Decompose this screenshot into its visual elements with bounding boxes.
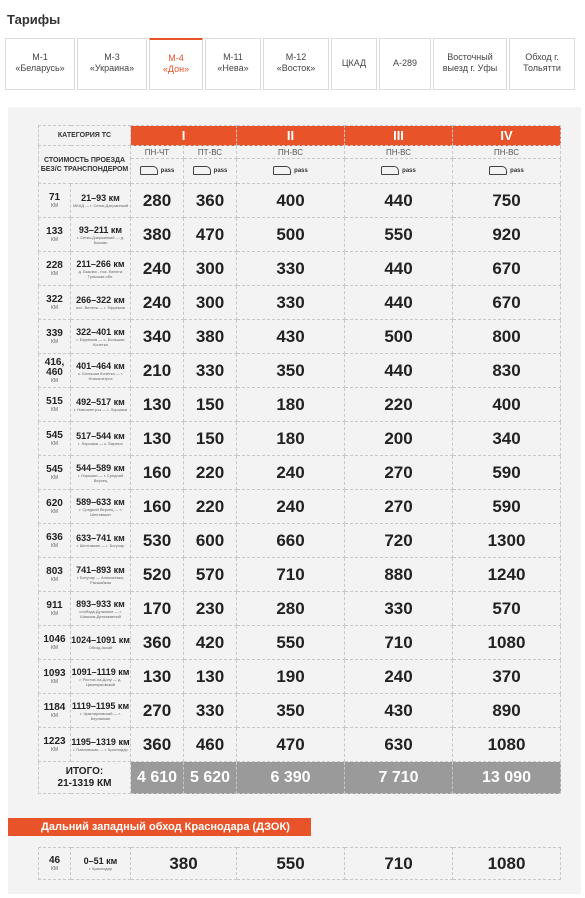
price-cell: 330 <box>184 694 237 728</box>
segment-desc: г. Лоршаки — г. Средний Верхец <box>77 472 124 483</box>
segment-cell <box>71 490 131 524</box>
total-value: 13 090 <box>453 762 561 794</box>
price-cell: 240 <box>131 252 184 286</box>
km-unit: КМ <box>50 304 59 311</box>
car-transponder-icon <box>193 166 228 175</box>
pass-text: pass <box>213 167 228 174</box>
tab-label-line2: выезд г. Уфы <box>442 63 498 73</box>
tab-label <box>15 52 64 74</box>
table-row <box>39 728 561 762</box>
tab-label-line1: Обход г. <box>525 52 559 62</box>
price-cell: 1080 <box>453 626 561 660</box>
price-cell: 270 <box>345 456 453 490</box>
km-value: 228 <box>46 259 63 271</box>
car-icon <box>489 166 507 175</box>
tariff-table <box>38 125 561 794</box>
table-row <box>39 592 561 626</box>
price-cell: 520 <box>131 558 184 592</box>
km-cell: 46 КМ <box>39 848 71 880</box>
price-cell: 550 <box>237 626 345 660</box>
table-row <box>39 218 561 252</box>
segment-cell <box>71 626 131 660</box>
km-cell <box>39 660 71 694</box>
price-cell: 710 <box>345 848 453 880</box>
total-label: ИТОГО: <box>65 765 104 777</box>
price-cell: 630 <box>345 728 453 762</box>
segment-desc: д. Быково - пос. Велегж Тульская обл. <box>78 268 123 279</box>
tab-2[interactable] <box>149 38 203 90</box>
km-value: 636 <box>46 531 63 543</box>
segment-range: 93–211 км <box>78 224 123 235</box>
segment-range: 1024–1091 км <box>71 635 130 645</box>
price-cell: 180 <box>237 388 345 422</box>
car-transponder-icon <box>489 166 524 175</box>
table-row <box>39 660 561 694</box>
price-cell: 150 <box>184 422 237 456</box>
price-cell: 130 <box>184 660 237 694</box>
segment-desc: г. Павловская — г. Краснодар <box>73 747 128 752</box>
total-value: 5 620 <box>184 762 237 794</box>
km-cell <box>39 694 71 728</box>
km-unit: КМ <box>50 712 59 719</box>
tab-4[interactable] <box>263 38 329 90</box>
car-icon <box>273 166 291 175</box>
car-transponder-icon <box>140 166 175 175</box>
price-cell: 800 <box>453 320 561 354</box>
price-cell: 550 <box>345 218 453 252</box>
price-cell: 380 <box>131 218 184 252</box>
km-value: 1046 <box>43 633 66 645</box>
price-cell: 200 <box>345 422 453 456</box>
segment-cell <box>71 558 131 592</box>
km-value: 133 <box>46 225 63 237</box>
page-title: Тарифы <box>7 12 61 27</box>
km-value: 803 <box>46 565 63 577</box>
tab-label <box>523 52 561 74</box>
segment-desc: г. Шелтавкин — г. Богучар <box>76 543 125 548</box>
tab-label <box>90 52 134 74</box>
price-cell: 590 <box>453 456 561 490</box>
tab-label <box>393 58 417 69</box>
km-value: 71 <box>48 191 61 203</box>
pass-text: pass <box>510 167 524 174</box>
km-unit: КМ <box>50 644 59 651</box>
km-unit: КМ <box>50 377 59 384</box>
segment-range: 1195–1319 км <box>71 737 130 747</box>
days-cell: ПН-ЧТ <box>131 146 184 159</box>
price-cell: 240 <box>237 456 345 490</box>
price-cell: 300 <box>184 286 237 320</box>
km-value: 416, 460 <box>44 356 65 378</box>
segment-cell <box>71 456 131 490</box>
price-cell: 330 <box>237 286 345 320</box>
price-cell: 570 <box>453 592 561 626</box>
tab-label-line1: А-289 <box>392 57 418 68</box>
days-cell: ПН-ВС <box>345 146 453 159</box>
km-cell <box>39 524 71 558</box>
km-unit: КМ <box>50 678 59 685</box>
total-label-cell <box>39 762 131 794</box>
price-cell: 220 <box>184 490 237 524</box>
price-cell: 380 <box>184 320 237 354</box>
segment-range: 544–589 км <box>76 462 125 473</box>
segment-desc: Обход Аксай <box>88 645 113 650</box>
price-cell: 240 <box>131 286 184 320</box>
tab-label-line1: ЦКАД <box>341 57 367 68</box>
price-cell: 400 <box>237 184 345 218</box>
table-row <box>39 320 561 354</box>
price-cell: 430 <box>345 694 453 728</box>
km-cell <box>39 592 71 626</box>
car-transponder-icon <box>381 166 416 175</box>
segment-desc: г. Богучар — Алексиевка-Расшайкая <box>76 574 125 585</box>
tab-label-line1: М-4 <box>168 52 184 63</box>
segment-cell <box>71 184 131 218</box>
price-cell: 270 <box>131 694 184 728</box>
days-cell: ПН-ВС <box>237 146 345 159</box>
tab-label-line2: «Дон» <box>162 63 190 74</box>
tab-label <box>277 52 315 74</box>
pass-text: pass <box>402 167 416 174</box>
tab-label <box>163 53 189 75</box>
segment-cell <box>71 320 131 354</box>
price-cell: 1240 <box>453 558 561 592</box>
tab-label-line1: Восточный <box>447 52 493 62</box>
segment-range: 266–322 км <box>76 295 125 305</box>
table-row <box>39 252 561 286</box>
segment-cell <box>71 422 131 456</box>
dzok-table <box>38 847 561 880</box>
price-cell: 710 <box>237 558 345 592</box>
segment-desc: МКАД — г. Сетки-Дзержинкий <box>72 203 129 208</box>
table-row <box>39 286 561 320</box>
transponder-cell <box>237 159 345 184</box>
segment-range: 893–933 км <box>76 598 125 609</box>
table-row <box>39 422 561 456</box>
price-cell: 1080 <box>453 728 561 762</box>
tab-5[interactable] <box>331 38 377 90</box>
price-cell: 360 <box>131 626 184 660</box>
total-row <box>39 762 561 794</box>
category-head-1: I <box>131 126 237 146</box>
price-cell: 440 <box>345 184 453 218</box>
tab-6[interactable] <box>379 38 431 90</box>
price-cell: 330 <box>345 592 453 626</box>
dzok-title: Дальний западный обход Краснодара (ДЗОК) <box>8 818 311 836</box>
pass-text: pass <box>294 167 308 174</box>
km-cell <box>39 490 71 524</box>
price-cell: 670 <box>453 252 561 286</box>
price-cell: 270 <box>345 490 453 524</box>
km-unit: КМ <box>50 542 59 549</box>
km-cell <box>39 422 71 456</box>
category-label-cell <box>39 126 131 146</box>
transponder-cell <box>345 159 453 184</box>
km-cell <box>39 252 71 286</box>
price-cell: 170 <box>131 592 184 626</box>
price-cell: 370 <box>453 660 561 694</box>
price-cell: 340 <box>131 320 184 354</box>
price-cell: 890 <box>453 694 561 728</box>
segment-cell <box>71 728 131 762</box>
segment-cell <box>71 388 131 422</box>
transponder-cell <box>131 159 184 184</box>
price-cell: 710 <box>345 626 453 660</box>
price-cell: 240 <box>237 490 345 524</box>
km-unit: КМ <box>50 746 59 753</box>
segment-range: 21–93 км <box>81 193 120 203</box>
segment-cell <box>71 286 131 320</box>
header-categories-row <box>39 126 561 146</box>
tab-label-line1: М-12 <box>285 52 307 62</box>
price-cell: 750 <box>453 184 561 218</box>
tab-label <box>342 58 366 69</box>
tab-1[interactable] <box>77 38 147 90</box>
tab-label <box>217 52 248 74</box>
km-value: 339 <box>46 327 63 339</box>
segment-desc: пос. Велегж — г. Ефремов <box>76 305 125 310</box>
tab-label-line1: М-1 <box>32 52 48 62</box>
km-value: 545 <box>46 429 63 441</box>
total-value: 7 710 <box>345 762 453 794</box>
price-cell: 500 <box>237 218 345 252</box>
price-cell: 440 <box>345 252 453 286</box>
category-head-4: IV <box>453 126 561 146</box>
tab-3[interactable] <box>205 38 261 90</box>
price-cell: 550 <box>237 848 345 880</box>
dzok-row <box>39 848 561 880</box>
km-unit: КМ <box>50 474 59 481</box>
price-cell: 280 <box>237 592 345 626</box>
price-cell: 440 <box>345 354 453 388</box>
km-unit: КМ <box>50 508 59 515</box>
km-value: 515 <box>46 395 63 407</box>
segment-desc: г. Новоалегроз — г. Лоршаки <box>74 407 127 412</box>
segment-desc: г. Ефремов — с. Большая Кочетка <box>76 336 125 347</box>
segment-desc: г. Лоршаки — с. Бирючи <box>78 441 123 446</box>
km-cell <box>39 728 71 762</box>
segment-cell <box>71 694 131 728</box>
segment-desc: г. Сетки-Дзержинкий — д. Быково <box>76 234 125 245</box>
km-unit: КМ <box>50 202 59 209</box>
segment-desc: г. Ростов-на-Дону — д. Цимлярковский <box>79 676 122 687</box>
km-cell <box>39 558 71 592</box>
price-cell: 440 <box>345 286 453 320</box>
car-icon <box>140 166 158 175</box>
price-cell: 600 <box>184 524 237 558</box>
km-value: 1223 <box>43 735 66 747</box>
price-cell: 300 <box>184 252 237 286</box>
segment-cell <box>71 660 131 694</box>
segment-desc: с. Большая Кочетка — г. Новоалегроз <box>78 370 123 381</box>
km-cell <box>39 626 71 660</box>
price-cell: 720 <box>345 524 453 558</box>
price-cell: 130 <box>131 422 184 456</box>
km-cell <box>39 354 71 388</box>
price-cell: 1080 <box>453 848 561 880</box>
transponder-cell <box>453 159 561 184</box>
tab-label-line1: М-11 <box>223 52 243 62</box>
road-tabs <box>5 38 581 90</box>
price-cell: 430 <box>237 320 345 354</box>
price-cell: 570 <box>184 558 237 592</box>
price-cell: 920 <box>453 218 561 252</box>
segment-range: 589–633 км <box>76 496 125 507</box>
km-cell <box>39 388 71 422</box>
tab-label-line2: «Украина» <box>89 63 135 73</box>
price-cell: 150 <box>184 388 237 422</box>
segment-cell <box>71 354 131 388</box>
category-head-2: II <box>237 126 345 146</box>
price-cell: 660 <box>237 524 345 558</box>
car-icon <box>193 166 211 175</box>
total-value: 4 610 <box>131 762 184 794</box>
price-cell: 350 <box>237 694 345 728</box>
segment-cell: 0–51 км г. Краснодар <box>71 848 131 880</box>
price-cell: 330 <box>237 252 345 286</box>
price-cell: 160 <box>131 490 184 524</box>
total-range: 21-1319 КМ <box>57 777 112 789</box>
total-value: 6 390 <box>237 762 345 794</box>
km-unit: КМ <box>50 270 59 277</box>
segment-cell <box>71 252 131 286</box>
price-cell: 460 <box>184 728 237 762</box>
price-cell: 220 <box>184 456 237 490</box>
price-cell: 360 <box>184 184 237 218</box>
car-transponder-icon <box>273 166 308 175</box>
km-cell <box>39 286 71 320</box>
days-cell: ПТ-ВС <box>184 146 237 159</box>
table-row <box>39 388 561 422</box>
car-icon <box>381 166 399 175</box>
table-row <box>39 184 561 218</box>
km-value: 545 <box>46 463 63 475</box>
price-cell: 180 <box>237 422 345 456</box>
price-cell: 340 <box>453 422 561 456</box>
tab-label-line2: Тольятти <box>523 63 561 73</box>
price-cell: 350 <box>237 354 345 388</box>
segment-range: 322–401 км <box>76 326 125 337</box>
segment-desc: г. Средний Верхец — г. Шелтавкин <box>79 506 122 517</box>
tab-label-line1: М-3 <box>104 52 120 62</box>
price-cell: 190 <box>237 660 345 694</box>
km-unit: КМ <box>50 338 59 345</box>
segment-cell <box>71 524 131 558</box>
table-row <box>39 694 561 728</box>
price-cell: 330 <box>184 354 237 388</box>
segment-range: 401–464 км <box>76 360 125 371</box>
price-cell: 130 <box>131 660 184 694</box>
price-cell: 670 <box>453 286 561 320</box>
pass-text: pass <box>160 167 175 174</box>
segment-range: 517–544 км <box>76 431 125 441</box>
tab-label-line2: «Нева» <box>217 63 249 73</box>
km-value: 620 <box>46 497 63 509</box>
km-unit: КМ <box>50 610 59 617</box>
header-days-row <box>39 146 561 159</box>
km-value: 1093 <box>43 667 66 679</box>
table-row <box>39 558 561 592</box>
price-cell: 470 <box>184 218 237 252</box>
category-head-3: III <box>345 126 453 146</box>
price-cell: 210 <box>131 354 184 388</box>
km-unit: КМ <box>50 576 59 583</box>
segment-desc: слобода Дучкиное — г. Шишков-Денгазмелий <box>79 608 122 619</box>
days-cell: ПН-ВС <box>453 146 561 159</box>
tab-label-line2: «Беларусь» <box>15 63 65 73</box>
km-cell <box>39 456 71 490</box>
category-label: КАТЕГОРИЯ ТС <box>57 132 112 139</box>
segment-range: 741–893 км <box>76 564 125 575</box>
tariff-sheet <box>8 107 581 894</box>
km-cell <box>39 320 71 354</box>
tab-label-line2: «Восток» <box>276 63 316 73</box>
tab-label <box>443 52 498 74</box>
segment-range: 211–266 км <box>76 258 125 269</box>
km-value: 1184 <box>43 701 66 713</box>
table-row <box>39 456 561 490</box>
table-row <box>39 490 561 524</box>
table-row <box>39 354 561 388</box>
tab-8[interactable] <box>509 38 575 90</box>
km-value: 911 <box>46 599 63 611</box>
table-row <box>39 524 561 558</box>
price-cell: 590 <box>453 490 561 524</box>
price-cell: 240 <box>345 660 453 694</box>
price-cell: 880 <box>345 558 453 592</box>
price-cell: 500 <box>345 320 453 354</box>
price-cell: 160 <box>131 456 184 490</box>
price-cell: 280 <box>131 184 184 218</box>
km-unit: КМ <box>50 440 59 447</box>
segment-range: 1119–1195 км <box>71 700 130 711</box>
price-cell: 360 <box>131 728 184 762</box>
table-row <box>39 626 561 660</box>
km-value: 322 <box>46 293 63 305</box>
km-cell <box>39 184 71 218</box>
segment-cell <box>71 218 131 252</box>
segment-cell <box>71 592 131 626</box>
price-cell: 470 <box>237 728 345 762</box>
cost-label: СТОИМОСТЬ ПРОЕЗДА БЕЗ/С ТРАНСПОНДЕРОМ <box>40 156 129 173</box>
km-unit: КМ <box>50 406 59 413</box>
tab-0[interactable] <box>5 38 75 90</box>
price-cell: 830 <box>453 354 561 388</box>
price-cell: 130 <box>131 388 184 422</box>
km-unit: КМ <box>50 236 59 243</box>
price-cell: 230 <box>184 592 237 626</box>
price-cell: 380 <box>131 848 237 880</box>
tab-7[interactable] <box>433 38 507 90</box>
price-cell: 420 <box>184 626 237 660</box>
segment-range: 492–517 км <box>76 397 125 407</box>
km-cell <box>39 218 71 252</box>
segment-range: 1091–1119 км <box>71 666 130 677</box>
transponder-cell <box>184 159 237 184</box>
price-cell: 530 <box>131 524 184 558</box>
cost-label-cell <box>39 146 131 184</box>
price-cell: 400 <box>453 388 561 422</box>
segment-range: 633–741 км <box>76 533 125 543</box>
segment-desc: г. Цимлярковский — г. Берляпкин <box>80 710 121 721</box>
price-cell: 1300 <box>453 524 561 558</box>
price-cell: 220 <box>345 388 453 422</box>
